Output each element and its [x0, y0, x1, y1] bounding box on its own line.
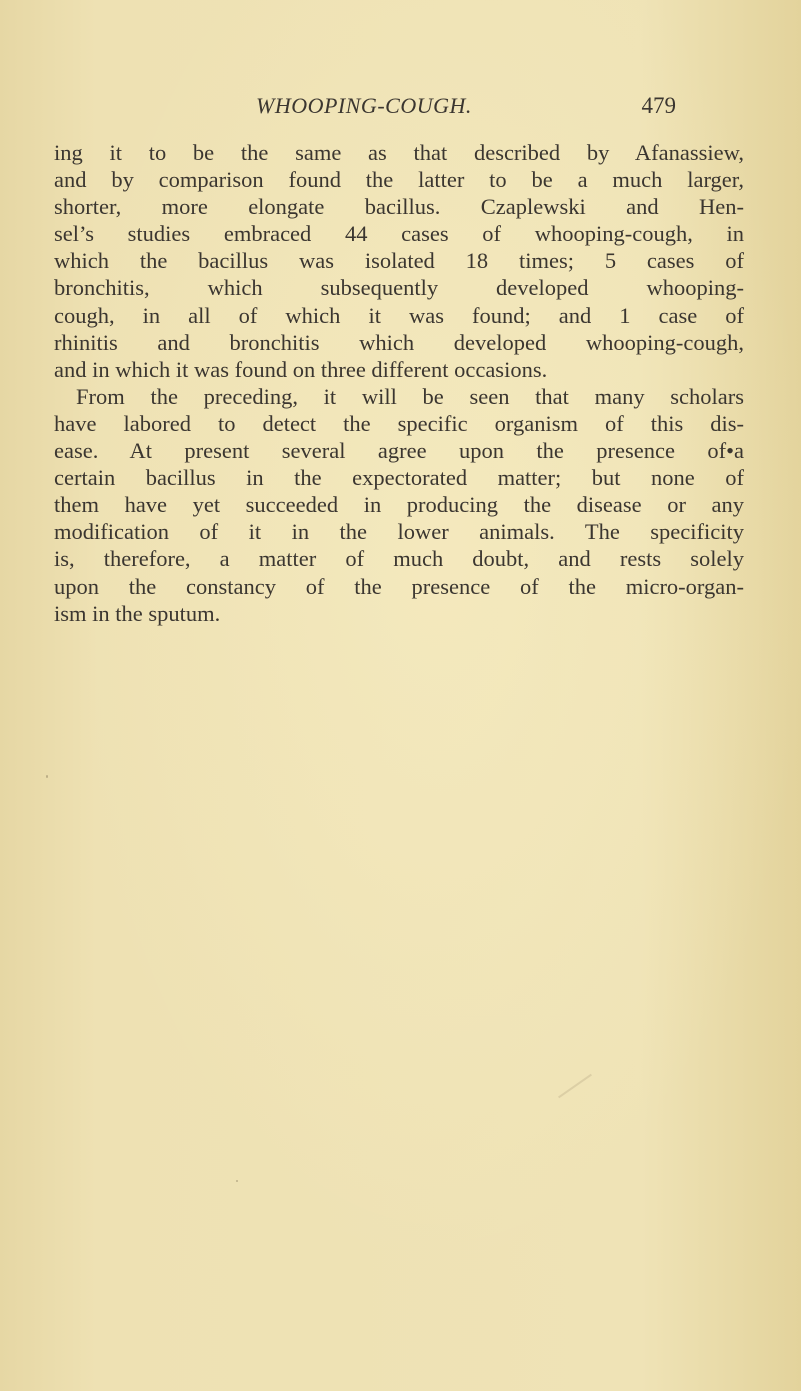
text-line: shorter, more elongate bacillus. Czaplewski and Hen-: [54, 194, 744, 220]
paper-speck: [46, 775, 48, 778]
text-line: have labored to detect the specific organism of this dis-: [54, 410, 744, 436]
text-line: From the preceding, it will be seen that many scholars: [76, 383, 744, 409]
text-line: them have yet succeeded in producing the disease or any: [54, 492, 744, 518]
text-line: is, therefore, a matter of much doubt, and rests solely: [54, 546, 744, 572]
text-line: cough, in all of which it was found; and 1 case of: [54, 302, 744, 328]
text-line: modification of it in the lower animals. The specificity: [54, 519, 744, 545]
text-line: ism in the sputum.: [54, 600, 221, 626]
running-title: WHOOPING-COUGH.: [256, 93, 472, 118]
paper-speck: [236, 1180, 238, 1182]
text-line: ease. At present several agree upon the presence of•a: [54, 438, 744, 464]
text-line: which the bacillus was isolated 18 times; 5 cases of: [54, 248, 744, 274]
page-number: 479: [641, 93, 676, 118]
running-header: [256, 93, 676, 127]
text-line: ing it to be the same as that described by Afanassiew,: [54, 140, 744, 165]
text-line: and by comparison found the latter to be a much larger,: [54, 167, 744, 193]
text-line: upon the constancy of the presence of the micro-organ-: [54, 573, 744, 599]
text-line: and in which it was found on three different occasions.: [54, 356, 548, 382]
text-line: certain bacillus in the expectorated matter; but none of: [54, 465, 744, 491]
text-line: rhinitis and bronchitis which developed whooping-cough,: [54, 329, 744, 355]
paper-smudge: [558, 1074, 592, 1099]
text-line: bronchitis, which subsequently developed whooping-: [54, 275, 744, 301]
body-text: [54, 139, 744, 627]
text-line: sel’s studies embraced 44 cases of whooping-cough, in: [54, 221, 744, 247]
